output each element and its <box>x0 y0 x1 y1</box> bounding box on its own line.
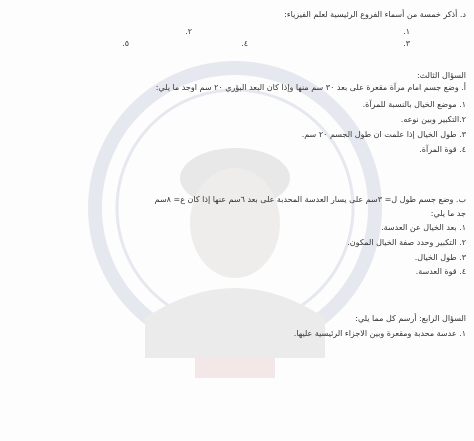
question-3a-item: ٢.التكبير وبين نوعه. <box>400 115 466 124</box>
question-3-title: السؤال الثالث: <box>416 71 466 80</box>
branch-2-number: ٢. <box>185 27 192 36</box>
question-3a-item: ٣. طول الخيال إذا علمت ان طول الجسم ٢٠ سم. <box>301 130 466 139</box>
question-4-title: السؤال الرابع: أرسم كل مما يلي: <box>355 314 466 323</box>
question-3b-item: ٢. التكبير وحدد صفة الخيال المكون. <box>347 238 466 247</box>
question-3b-item: ١. بعد الخيال عن العدسة. <box>381 223 466 232</box>
question-d-prompt: د. أذكر خمسة من أسماء الفروع الرئيسية لعلم الفيزياء: <box>284 10 466 19</box>
branch-4-number: ٤. <box>241 39 248 48</box>
question-3b-text: ب. وضع جسم طول ل= ٣سم على يسار العدسة المحدبة على بعد ٦سم عنها إذا كان ع= ٨سم <box>154 195 466 204</box>
question-4-item: ١. عدسة محدبة ومقعرة وبين الاجزاء الرئيسية عليها. <box>293 329 466 338</box>
question-3a-text: أ. وضع جسم امام مرآة مقعرة على بعد ٣٠ سم منها وإذا كان البعد البؤري ٢٠ سم اوجد ما يلي: <box>155 83 466 92</box>
question-3a-item: ٤. قوة المرآة. <box>419 145 466 154</box>
branch-1-number: ١. <box>403 27 410 36</box>
question-3a-item: ١. موضع الخيال بالنسبة للمرآة. <box>362 100 466 109</box>
branch-3-number: ٣. <box>403 39 410 48</box>
question-3b-item: ٤. قوة العدسة. <box>415 267 466 276</box>
question-3b-text-continued: جد ما يلي: <box>430 209 466 218</box>
question-3b-item: ٣. طول الخيال. <box>414 253 466 262</box>
branch-5-number: ٥. <box>122 39 129 48</box>
